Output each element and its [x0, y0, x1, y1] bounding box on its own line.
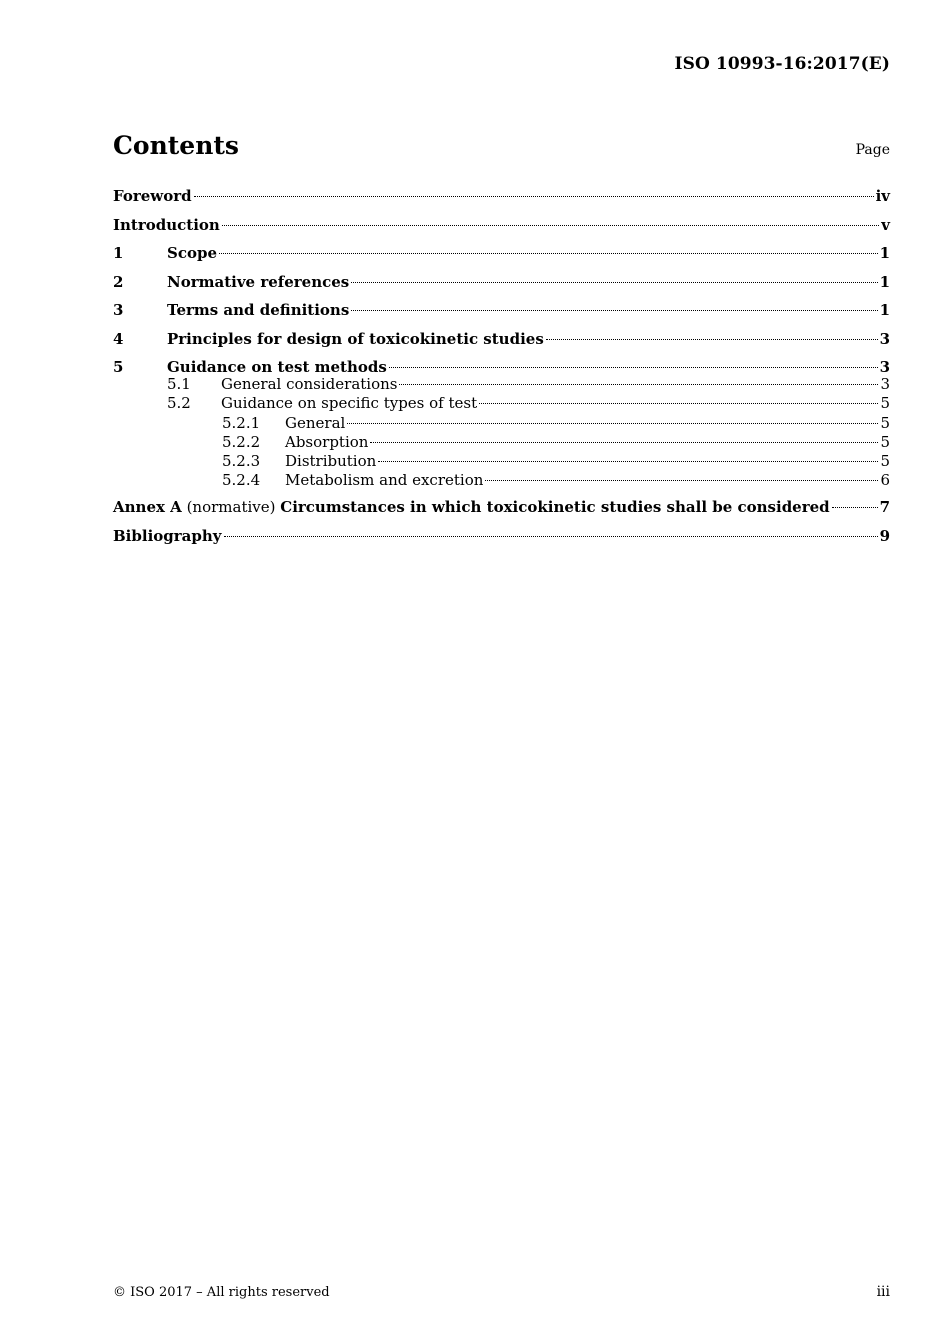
toc-title — [113, 495, 830, 519]
toc-title: Metabolism and excretion — [285, 471, 484, 490]
toc-entry-distribution[interactable] — [113, 452, 890, 471]
toc-number: 5.2.2 — [222, 432, 261, 451]
toc-leader — [546, 339, 878, 340]
page-column-label: Page — [855, 142, 890, 158]
toc-number: 3 — [113, 301, 124, 319]
toc-title: General considerations — [221, 375, 398, 393]
toc-title: General — [285, 413, 346, 432]
toc-page: 1 — [879, 272, 890, 291]
toc-entry-guidance-test-methods[interactable] — [113, 355, 890, 375]
toc-entry-metabolism-excretion[interactable] — [113, 471, 890, 495]
annex-type: (normative) — [181, 498, 281, 517]
annex-label: Annex A — [113, 498, 182, 517]
toc-entry-general-considerations[interactable] — [113, 375, 890, 394]
toc-leader — [485, 480, 878, 481]
toc-leader — [832, 507, 878, 508]
toc-entry-foreword[interactable] — [113, 184, 890, 213]
toc-entry-annex-a[interactable] — [113, 495, 890, 524]
toc-leader — [370, 442, 878, 443]
toc-title: Foreword — [113, 187, 192, 205]
toc-number: 5.1 — [167, 375, 191, 393]
toc-entry-principles[interactable] — [113, 327, 890, 356]
toc-leader — [378, 461, 878, 462]
toc-leader — [347, 423, 878, 424]
toc-page: 1 — [879, 244, 890, 262]
toc-entry-absorption[interactable] — [113, 433, 890, 452]
toc-number: 5 — [113, 358, 124, 376]
toc-entry-terms-definitions[interactable] — [113, 298, 890, 327]
toc-number: 1 — [113, 244, 124, 262]
toc-number: 5.2 — [167, 394, 191, 413]
toc-page: 5 — [880, 413, 890, 432]
toc-page: 3 — [879, 329, 890, 348]
document-id: ISO 10993-16:2017(E) — [674, 54, 890, 74]
toc-leader — [222, 225, 879, 226]
toc-leader — [224, 536, 878, 537]
toc-title: Guidance on specific types of test — [221, 394, 478, 413]
toc-page: v — [881, 215, 890, 234]
toc-page: iv — [875, 187, 890, 205]
toc-number: 2 — [113, 272, 124, 291]
toc-leader — [389, 367, 878, 368]
toc-number: 5.2.4 — [222, 471, 261, 490]
toc-leader — [351, 310, 877, 311]
toc-entry-scope[interactable] — [113, 241, 890, 270]
toc-number: 5.2.1 — [222, 413, 261, 432]
toc-title: Distribution — [285, 452, 377, 471]
toc-page: 5 — [880, 452, 890, 471]
toc-title: Bibliography — [113, 526, 222, 545]
toc-entry-introduction[interactable] — [113, 213, 890, 242]
toc-page: 3 — [879, 358, 890, 376]
copyright-notice: © ISO 2017 – All rights reserved — [113, 1285, 330, 1300]
toc-page: 5 — [880, 432, 890, 451]
toc-title: Guidance on test methods — [167, 358, 387, 376]
toc-title: Absorption — [285, 432, 369, 451]
toc-number: 4 — [113, 329, 124, 348]
toc-page: 1 — [879, 301, 890, 319]
toc-title: Normative references — [167, 272, 350, 291]
table-of-contents — [113, 184, 890, 552]
toc-page: 3 — [880, 375, 890, 393]
toc-title: Scope — [167, 244, 218, 262]
toc-leader — [219, 253, 878, 254]
toc-leader — [399, 384, 878, 385]
toc-entry-general[interactable] — [113, 414, 890, 433]
toc-number: 5.2.3 — [222, 452, 261, 471]
toc-leader — [194, 196, 874, 197]
toc-page: 6 — [880, 471, 890, 490]
annex-title: Circumstances in which toxicokinetic studies shall be considered — [280, 498, 830, 517]
toc-title: Principles for design of toxicokinetic studies — [167, 329, 544, 348]
contents-title: Contents — [113, 131, 240, 160]
toc-title: Introduction — [113, 215, 220, 234]
toc-entry-normative-references[interactable] — [113, 270, 890, 299]
toc-leader — [479, 403, 878, 404]
toc-entry-specific-types[interactable] — [113, 394, 890, 413]
toc-page: 9 — [879, 526, 890, 545]
toc-page: 5 — [880, 394, 890, 413]
toc-entry-bibliography[interactable] — [113, 524, 890, 553]
toc-leader — [351, 282, 877, 283]
toc-title: Terms and definitions — [167, 301, 350, 319]
toc-page: 7 — [879, 498, 890, 517]
page-number: iii — [876, 1284, 890, 1300]
